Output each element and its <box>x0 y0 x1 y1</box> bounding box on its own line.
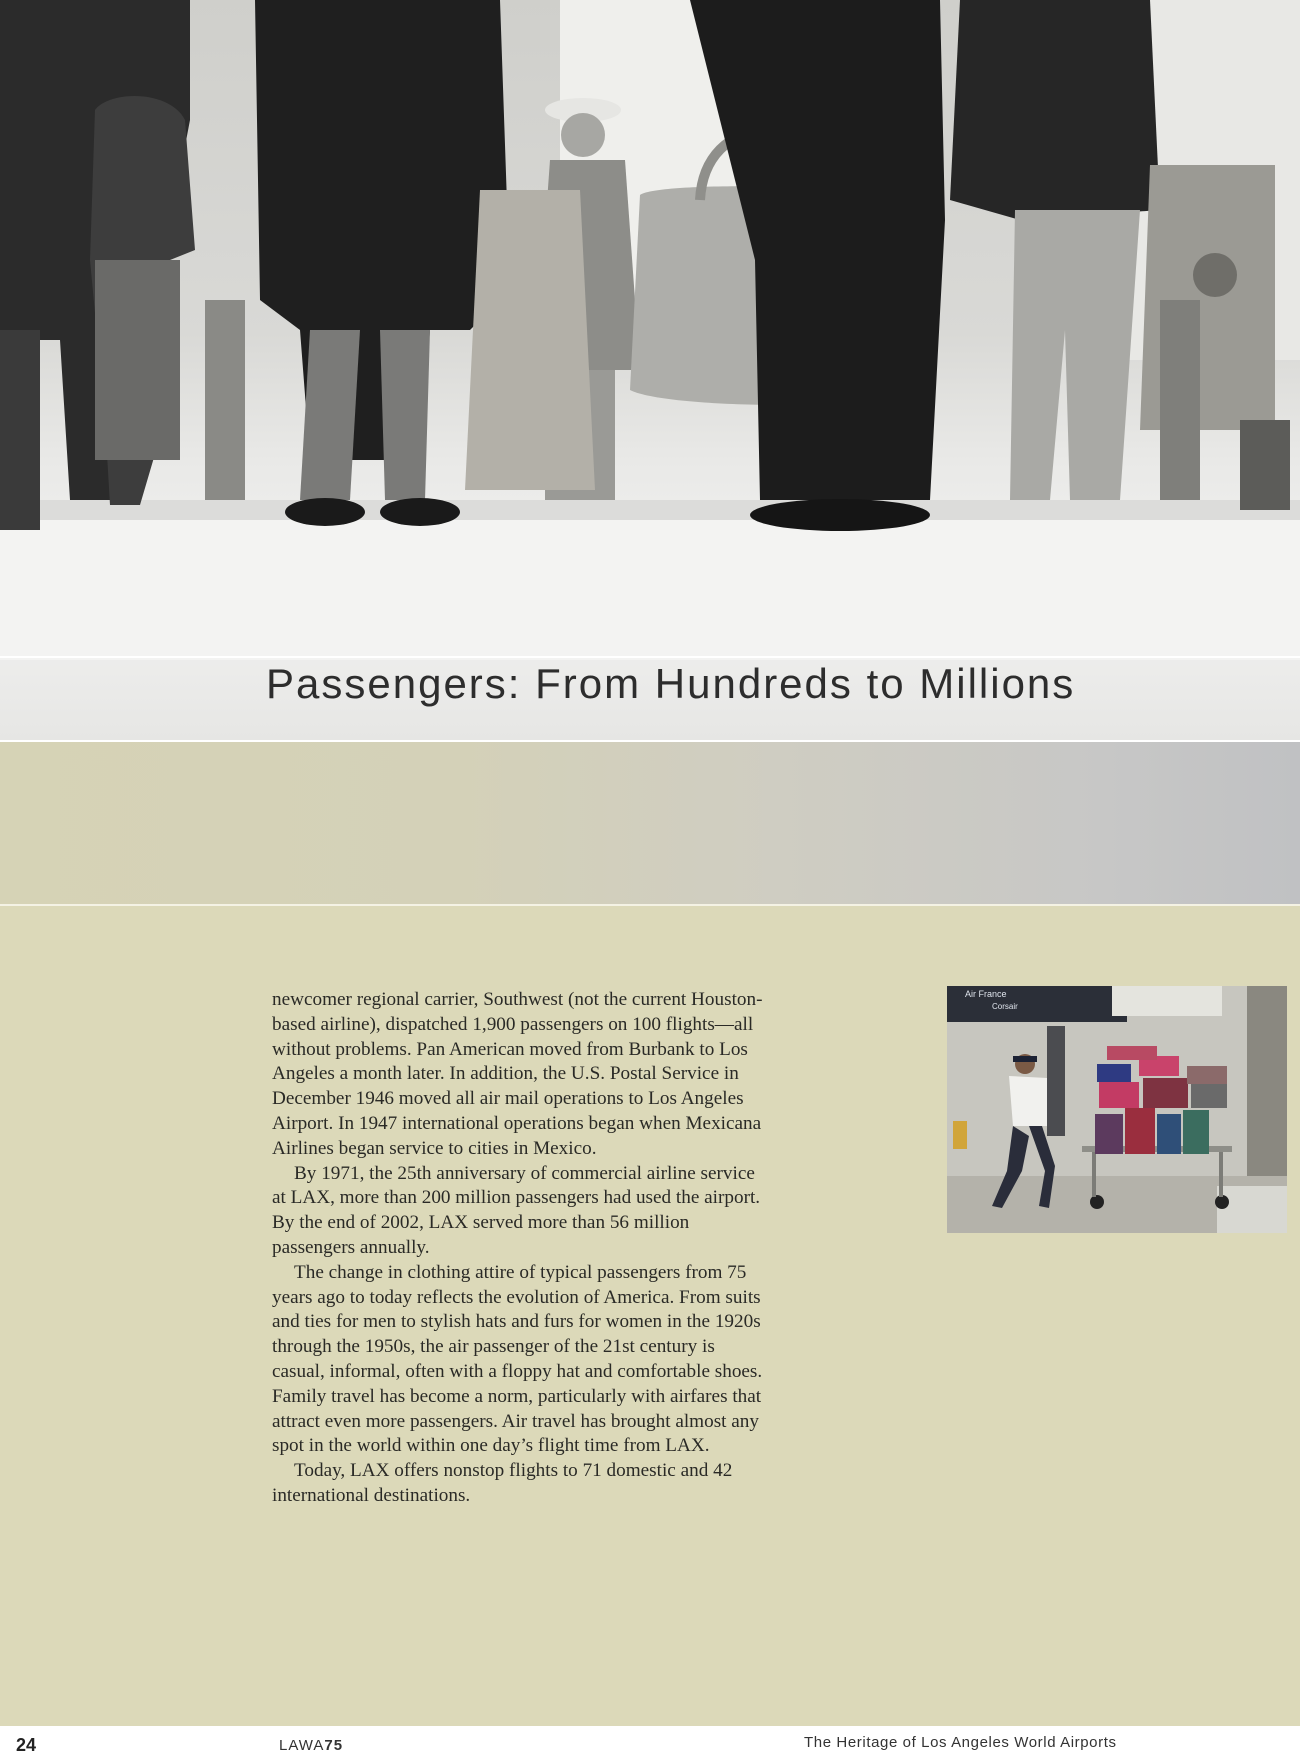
hero-photo-illustration <box>0 0 1300 742</box>
porter-photo-illustration <box>947 986 1287 1233</box>
hero-photo-passengers <box>0 0 1300 742</box>
porter-luggage-photo <box>947 986 1287 1233</box>
photo-sign-corsair: Corsair <box>992 1002 1018 1011</box>
publication-number: 75 <box>324 1737 344 1754</box>
photo-sign-air-france: Air France <box>965 989 1007 999</box>
article-body <box>272 988 772 1509</box>
paragraph-2: By 1971, the 25th anniversary of commercial airline service at LAX, more than 200 million passengers had used the airport. By the end of 2002, LAX served more than 56 million passengers annually. <box>272 1162 761 1258</box>
running-head: The Heritage of Los Angeles World Airports <box>804 1734 1117 1751</box>
publication-name <box>279 1737 343 1754</box>
page-title: Passengers: From Hundreds to Millions <box>266 660 1076 707</box>
publication-prefix: LAWA <box>279 1737 325 1754</box>
paragraph-1: newcomer regional carrier, Southwest (not the current Houston-based airline), dispatched 1,900 passengers on 100 flights—all without problems. Pan American moved from Burbank to Los Angeles a month later. In addition, the U.S. Postal Service in December 1946 moved all air mail operations to Los Angeles Airport. In 1947 international operations began when Mexicana Airlines began service to cities in Mexico. <box>272 989 763 1159</box>
paragraph-4: Today, LAX offers nonstop flights to 71 domestic and 42 international destinations. <box>272 1460 733 1506</box>
decorative-band <box>0 742 1300 904</box>
paragraph-3: The change in clothing attire of typical passengers from 75 years ago to today reflects the evolution of America. From suits and ties for men to stylish hats and furs for women in the 1920s through the 1950s, the air passenger of the 21st century is casual, informal, often with a floppy hat and comfortable shoes. Family travel has become a norm, particularly with airfares that attract even more passengers. Air travel has brought almost any spot in the world within one day’s flight time from LAX. <box>272 1261 763 1457</box>
page-number: 24 <box>16 1735 37 1755</box>
